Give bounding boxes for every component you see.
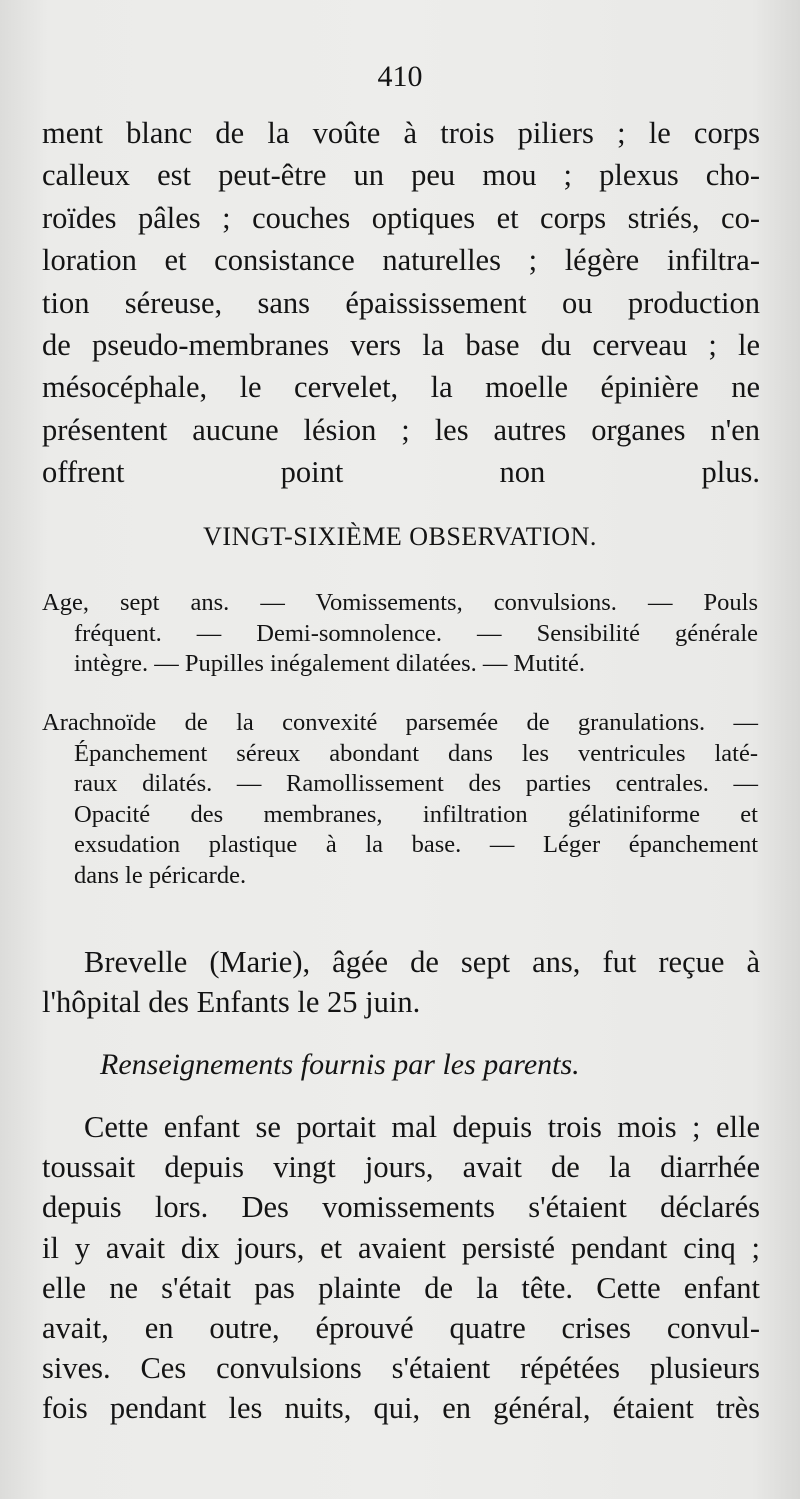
text-line: ment blanc de la voûte à trois piliers ; le corps [42, 116, 760, 150]
summary-line: raux dilatés. — Ramollissement des parties centrales. — [74, 770, 758, 797]
text-line: Cette enfant se portait mal depuis trois mois ; elle [84, 1110, 760, 1144]
summary-line: Épanchement séreux abondant dans les ventricules laté- [74, 739, 758, 767]
continuation-paragraph [42, 112, 760, 494]
text-line: roïdes pâles ; couches optiques et corps striés, co- [42, 200, 760, 235]
text-line: présentent aucune lésion ; les autres organes n'en [42, 412, 760, 447]
summary-line: exsudation plastique à la base. — Léger épanchement [74, 831, 758, 858]
text-line: elle ne s'était pas plainte de la tête. Cette enfant [42, 1270, 760, 1305]
text-line: il y avait dix jours, et avaient persisté pendant cinq ; [42, 1230, 760, 1265]
summary-line: fréquent. — Demi-somnolence. — Sensibilité générale [74, 619, 758, 647]
text-line: l'hôpital des Enfants le 25 juin. [42, 985, 421, 1020]
autopsy-summary [42, 708, 758, 891]
text-line: Brevelle (Marie), âgée de sept ans, fut reçue à [84, 945, 760, 979]
text-line: calleux est peut-être un peu mou ; plexus cho- [42, 158, 760, 193]
observation-heading: VINGT-SIXIÈME OBSERVATION. [203, 522, 597, 551]
section-title: Renseignements fournis par les parents. [100, 1048, 580, 1081]
summary-line: intègre. — Pupilles inégalement dilatées. — Mutité. [74, 650, 585, 677]
text-line: tion séreuse, sans épaississement ou production [42, 285, 760, 320]
intro-paragraph [42, 942, 760, 1022]
text-line: loration et consistance naturelles ; légère infiltra- [42, 243, 760, 278]
clinical-summary [42, 588, 758, 680]
text-line: offrent point non plus. [42, 455, 760, 490]
summary-line: Arachnoïde de la convexité parsemée de granulations. — [42, 709, 758, 736]
text-line: sives. Ces convulsions s'étaient répétées plusieurs [42, 1351, 760, 1386]
text-line: avait, en outre, éprouvé quatre crises convul- [42, 1311, 760, 1346]
text-line: fois pendant les nuits, qui, en général, étaient très [42, 1391, 760, 1426]
summary-line: Age, sept ans. — Vomissements, convulsions. — Pouls [42, 589, 758, 616]
text-line: de pseudo-membranes vers la base du cerveau ; le [42, 328, 760, 363]
text-line: toussait depuis vingt jours, avait de la diarrhée [42, 1150, 760, 1185]
text-line: mésocéphale, le cervelet, la moelle épinière ne [42, 370, 760, 405]
history-paragraph [42, 1107, 760, 1429]
page-number: 410 [377, 60, 423, 93]
summary-line: dans le péricarde. [74, 861, 247, 889]
text-line: depuis lors. Des vomissements s'étaient déclarés [42, 1190, 760, 1225]
summary-line: Opacité des membranes, infiltration gélatiniforme et [74, 800, 758, 828]
